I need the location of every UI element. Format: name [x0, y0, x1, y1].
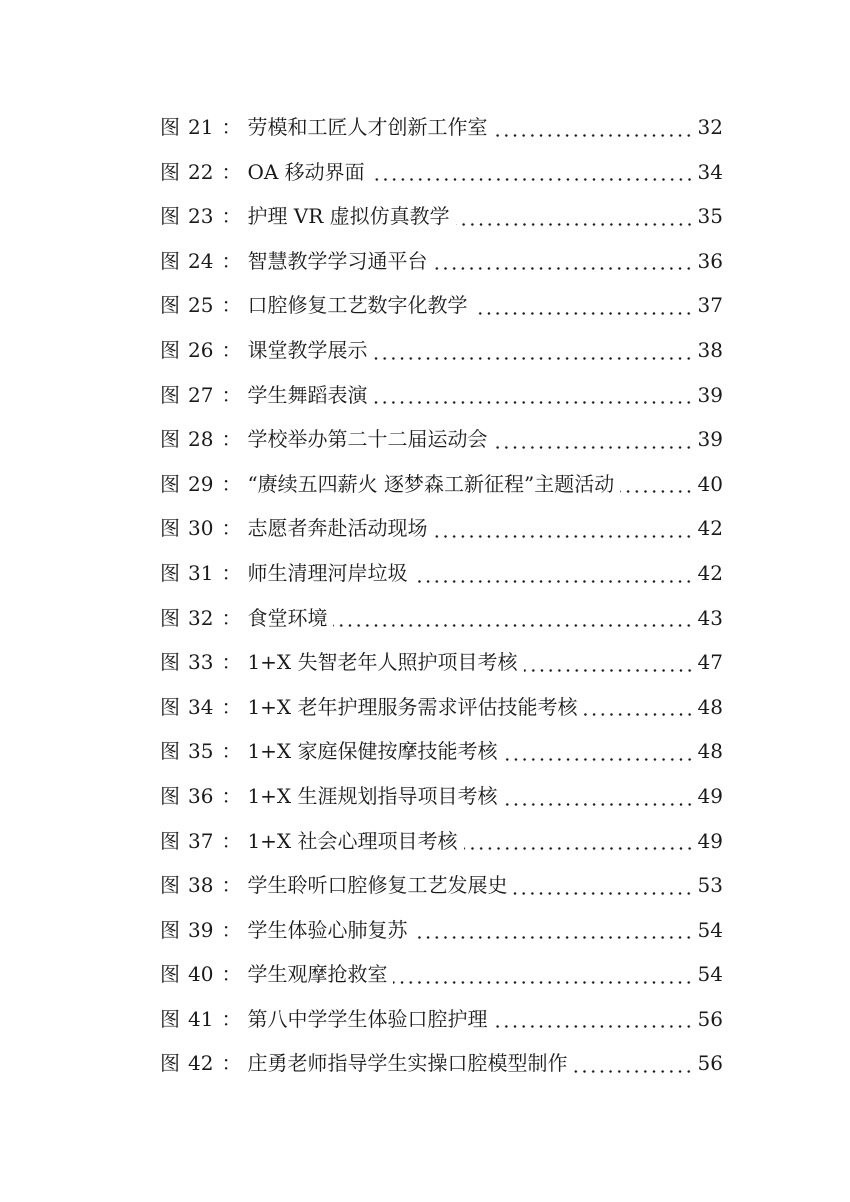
page-number: 43	[697, 605, 723, 630]
dot-leader	[464, 847, 694, 850]
figure-number: 27	[188, 382, 214, 407]
figure-separator: ：	[221, 204, 242, 229]
figure-prefix: 图	[160, 783, 180, 808]
page-number: 49	[697, 783, 723, 808]
page-number: 38	[697, 337, 723, 362]
dot-leader	[413, 580, 693, 583]
figure-separator: ：	[221, 605, 242, 630]
figure-separator: ：	[221, 560, 242, 585]
figure-list-entry[interactable]	[160, 283, 723, 328]
page-number: 37	[697, 293, 723, 318]
dot-leader	[513, 892, 693, 895]
figure-title: 学生舞蹈表演	[247, 382, 368, 407]
figure-list	[160, 105, 723, 1086]
figure-title: 1+X 老年护理服务需求评估技能考核	[247, 694, 578, 719]
figure-list-entry[interactable]	[160, 819, 723, 864]
figure-list-entry[interactable]	[160, 997, 723, 1042]
dot-leader	[393, 981, 693, 984]
figure-title: 学生聆听口腔修复工艺发展史	[247, 873, 508, 898]
figure-title: 劳模和工匠人才创新工作室	[247, 115, 488, 139]
page-number: 53	[697, 873, 723, 898]
figure-list-entry[interactable]	[160, 908, 723, 953]
dot-leader	[333, 624, 693, 627]
figure-separator: ：	[221, 516, 242, 541]
dot-leader	[620, 490, 693, 493]
page-number: 54	[697, 962, 723, 987]
dot-leader	[433, 535, 693, 538]
figure-title: 1+X 失智老年人照护项目考核	[247, 650, 518, 675]
figure-number: 41	[188, 1006, 214, 1031]
page-number: 48	[697, 739, 723, 764]
figure-separator: ：	[221, 471, 242, 496]
figure-prefix: 图	[160, 1006, 180, 1031]
figure-prefix: 图	[160, 293, 180, 318]
figure-separator: ：	[221, 337, 242, 362]
figure-prefix: 图	[160, 694, 180, 719]
dot-leader	[456, 223, 694, 226]
figure-number: 42	[188, 1051, 214, 1076]
figure-title: 志愿者奔赴活动现场	[247, 516, 428, 541]
dot-leader	[584, 713, 694, 716]
figure-separator: ：	[221, 917, 242, 942]
dot-leader	[524, 669, 694, 672]
page-number: 49	[697, 828, 723, 853]
figure-separator: ：	[221, 248, 242, 273]
dot-leader	[493, 1025, 693, 1028]
figure-list-entry[interactable]	[160, 417, 723, 462]
figure-number: 25	[188, 293, 214, 318]
figure-separator: ：	[221, 873, 242, 898]
figure-title: 学校举办第二十二届运动会	[247, 427, 488, 452]
dot-leader	[504, 758, 694, 761]
figure-prefix: 图	[160, 115, 180, 139]
figure-number: 30	[188, 516, 214, 541]
figure-prefix: 图	[160, 204, 180, 229]
figure-title: 庄勇老师指导学生实操口腔模型制作	[247, 1051, 568, 1076]
figure-list-entry[interactable]	[160, 952, 723, 997]
page-number: 54	[697, 917, 723, 942]
figure-title: 学生观摩抢救室	[247, 962, 388, 987]
figure-list-entry[interactable]	[160, 328, 723, 373]
figure-number: 21	[188, 115, 214, 139]
figure-number: 28	[188, 427, 214, 452]
figure-number: 34	[188, 694, 214, 719]
page-number: 35	[697, 204, 723, 229]
figure-separator: ：	[221, 427, 242, 452]
figure-title: 食堂环境	[247, 605, 328, 630]
figure-number: 26	[188, 337, 214, 362]
figure-list-entry[interactable]	[160, 729, 723, 774]
page-number: 56	[697, 1006, 723, 1031]
page-number: 47	[697, 650, 723, 675]
figure-prefix: 图	[160, 739, 180, 764]
figure-title: 课堂教学展示	[247, 337, 368, 362]
dot-leader	[504, 803, 694, 806]
figure-list-entry[interactable]	[160, 105, 723, 150]
figure-prefix: 图	[160, 650, 180, 675]
figure-separator: ：	[221, 159, 242, 184]
figure-number: 40	[188, 962, 214, 987]
figure-number: 23	[188, 204, 214, 229]
dot-leader	[433, 267, 693, 270]
figure-list-entry[interactable]	[160, 685, 723, 730]
figure-number: 36	[188, 783, 214, 808]
page-number: 42	[697, 516, 723, 541]
figure-prefix: 图	[160, 917, 180, 942]
dot-leader	[373, 357, 693, 360]
figure-list-entry[interactable]	[160, 150, 723, 195]
page-number: 39	[697, 427, 723, 452]
page-number: 39	[697, 382, 723, 407]
figure-separator: ：	[221, 382, 242, 407]
page-number: 34	[697, 159, 723, 184]
figure-number: 22	[188, 159, 214, 184]
figure-list-entry[interactable]	[160, 596, 723, 641]
figure-list-entry[interactable]	[160, 506, 723, 551]
figure-title: “赓续五四薪火 逐梦森工新征程”主题活动	[247, 471, 615, 496]
figure-number: 38	[188, 873, 214, 898]
figure-prefix: 图	[160, 962, 180, 987]
figure-title: 智慧教学学习通平台	[247, 248, 428, 273]
figure-separator: ：	[221, 828, 242, 853]
figure-prefix: 图	[160, 605, 180, 630]
figure-number: 37	[188, 828, 214, 853]
figure-number: 24	[188, 248, 214, 273]
figure-list-entry[interactable]	[160, 640, 723, 685]
figure-prefix: 图	[160, 382, 180, 407]
figure-title: 护理 VR 虚拟仿真教学	[247, 204, 450, 229]
figure-separator: ：	[221, 694, 242, 719]
dot-leader	[413, 936, 693, 939]
figure-prefix: 图	[160, 337, 180, 362]
figure-list-entry[interactable]	[160, 462, 723, 507]
dot-leader	[473, 312, 693, 315]
figure-list-entry[interactable]	[160, 1041, 723, 1086]
page-number: 32	[697, 115, 723, 139]
figure-separator: ：	[221, 650, 242, 675]
figure-prefix: 图	[160, 427, 180, 452]
figure-prefix: 图	[160, 560, 180, 585]
figure-separator: ：	[221, 783, 242, 808]
figure-prefix: 图	[160, 248, 180, 273]
figure-list-entry[interactable]	[160, 774, 723, 819]
figure-separator: ：	[221, 293, 242, 318]
figure-prefix: 图	[160, 873, 180, 898]
figure-number: 39	[188, 917, 214, 942]
figure-number: 35	[188, 739, 214, 764]
dot-leader	[373, 401, 693, 404]
figure-prefix: 图	[160, 471, 180, 496]
figure-prefix: 图	[160, 1051, 180, 1076]
dot-leader	[371, 178, 694, 181]
page-number: 40	[697, 471, 723, 496]
figure-title: 师生清理河岸垃圾	[247, 560, 408, 585]
figure-list-entry[interactable]	[160, 239, 723, 284]
page-number: 56	[697, 1051, 723, 1076]
dot-leader	[573, 1070, 693, 1073]
figure-title: 1+X 家庭保健按摩技能考核	[247, 739, 498, 764]
figure-number: 31	[188, 560, 214, 585]
dot-leader	[493, 134, 693, 137]
figure-title: 第八中学学生体验口腔护理	[247, 1006, 488, 1031]
figure-prefix: 图	[160, 516, 180, 541]
page-number: 48	[697, 694, 723, 719]
figure-separator: ：	[221, 1051, 242, 1076]
figure-title: 1+X 生涯规划指导项目考核	[247, 783, 498, 808]
figure-title: OA 移动界面	[247, 159, 365, 184]
page-number: 36	[697, 248, 723, 273]
figure-list-entry[interactable]	[160, 194, 723, 239]
figure-title: 学生体验心肺复苏	[247, 917, 408, 942]
figure-separator: ：	[221, 739, 242, 764]
page-number: 42	[697, 560, 723, 585]
figure-prefix: 图	[160, 159, 180, 184]
figure-title: 1+X 社会心理项目考核	[247, 828, 458, 853]
figure-list-entry[interactable]	[160, 373, 723, 418]
figure-number: 33	[188, 650, 214, 675]
figure-title: 口腔修复工艺数字化教学	[247, 293, 468, 318]
figure-number: 32	[188, 605, 214, 630]
figure-separator: ：	[221, 1006, 242, 1031]
figure-list-entry[interactable]	[160, 863, 723, 908]
figure-list-entry[interactable]	[160, 551, 723, 596]
figure-separator: ：	[221, 115, 242, 139]
figure-separator: ：	[221, 962, 242, 987]
figure-prefix: 图	[160, 828, 180, 853]
dot-leader	[493, 446, 693, 449]
figure-number: 29	[188, 471, 214, 496]
